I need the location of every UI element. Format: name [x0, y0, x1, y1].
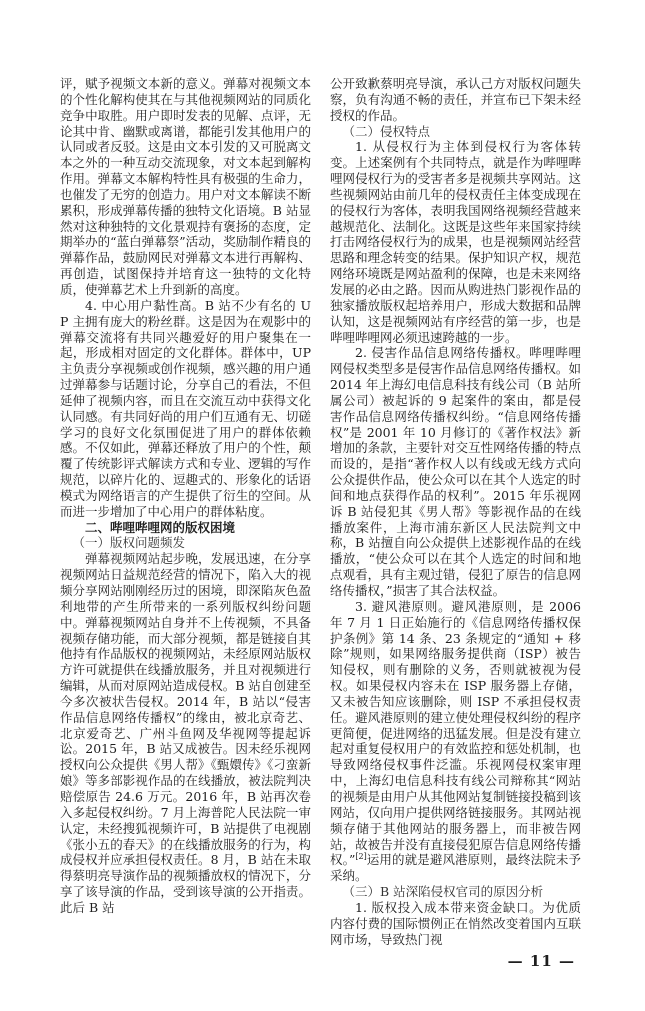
- paragraph: 1. 版权投入成本带来资金缺口。为优质内容付费的国际惯例正在悄然改变着国内互联网市场，导致热门视: [330, 899, 581, 947]
- subsection-heading: （三）B 站深陷侵权官司的原因分析: [342, 884, 544, 900]
- paragraph: 2. 侵害作品信息网络传播权。哔哩哔哩网侵权类型多是侵害作品信息网络传播权。如 2014 年上海幻电信息科技有线公司（B 站所属公司）被起诉的 9 起案件的案由，都是侵害作品信息网络传播权纠纷。“信息网络传播权”是 2001 年 10 月修订的《著作权法》新增加的条款，主要针对交互性网络传播的特点而设的，是指“著作权人以有线或无线方式向公众提供作品，使公众可以在其个人选定的时间和地点获得作品的权利”。2015 年乐视网诉 B 站侵犯其《男人帮》等影视作品的在线播放案件，上海市浦东新区人民法院判文中称，B 站擅自向公众提供上述影视作品的在线播放，“使公众可以在其个人选定的时间和地点观看，具有主观过错，侵犯了原告的信息网络传播权，”损害了其合法权益。: [330, 345, 581, 598]
- subsection-heading: （二）侵权特点: [342, 123, 431, 139]
- paragraph-text: 运用的就是避风港原则，最终法院未予采纳。: [330, 852, 581, 884]
- paragraph-text: 3. 避风港原则。避风港原则，是 2006 年 7 月 1 日正始施行的《信息网络传播权保护条例》第 14 条、23 条规定的“通知 + 移除”规则，如果网络服务提供商（ISP）被告知侵权，则有删除的义务，否则就被视为侵权。如果侵权内容未在 ISP 服务器上存储，又未被告知应该删除，则 ISP 不承担侵权责任。避风港原则的建立使处理侵权纠纷的程序更简便，促进网络的迅猛发展。但是没有建立起对重复侵权用户的有效监控和惩处机制，也导致网络侵权事件泛滥。乐视网侵权案审理中，上海幻电信息科技有线公司辩称其“网站的视频是由用户从其他网站复制链接投稿到该网站，仅向用户提供网络链接服务。其网站视频存储于其他网站的服务器上，而非被告网站，故被告并没有直接侵犯原告信息网络传播权。”: [330, 598, 581, 868]
- left-column: [60, 76, 311, 916]
- right-column: [330, 76, 581, 1001]
- paragraph: 1. 从侵权行为主体到侵权行为客体转变。上述案例有个共同特点，就是作为哔哩哔哩网侵权行为的受害者多是视频共享网站。这些视频网站由前几年的侵权责任主体变成现在的侵权行为客体，表明我国网络视频经营越来越规范化、法制化。这既是这些年来国家持续打击网络侵权行为的成果，也是视频网站经营思路和理念转变的结果。保护知识产权，规范网络环境既是网站盈利的保障，也是未来网络发展的必由之路。因而从购进热门影视作品的独家播放版权起培养用户，形成大数据和品牌认知，这是视频网站有序经营的第一步，也是哔哩哔哩网必须迅速跨越的一步。: [330, 139, 581, 345]
- paragraph: 弹幕视频网站起步晚，发展迅速，在分享视频网站日益规范经营的情况下，陷入大的视频分享网站刚刚经历过的困境，即深陷灰色盈利地带的产生所带来的一系列版权纠纷问题中。弹幕视频网站自身并不上传视频，不具备视频存储功能，而大部分视频，都是链接自其他持有作品版权的视频网站，未经原网站版权方许可就提供在线播放服务，并且对视频进行编辑，从而对原网站造成侵权。B 站自创建至今多次被状告侵权。2014 年，B 站以“侵害作品信息网络传播权”的缘由，被北京奇艺、北京爱奇艺、广州斗鱼网及华视网等提起诉讼。2015 年，B 站又成被告。因未经乐视网授权向公众提供《男人帮》《甄嬛传》《刁蛮新娘》等多部影视作品的在线播放，被法院判决赔偿原告 24.6 万元。2016 年，B 站再次卷入多起侵权纠纷。7 月上海普陀人民法院一审认定，未经搜狐视频许可，B 站提供了电视剧《张小五的春天》的在线播放服务的行为，构成侵权并应承担侵权责任。8 月，B 站在未取得蔡明亮导演作品的视频播放权的情况下，分享了该导演的作品，受到该导演的公开指责。此后 B 站: [60, 551, 311, 915]
- subsection-heading: （一）版权问题频发: [72, 535, 186, 551]
- paragraph: 公开致歉蔡明亮导演，承认己方对版权问题失察，负有沟通不畅的责任，并宣布已下架未经授权的作品。: [330, 76, 581, 123]
- paragraph: 4. 中心用户黏性高。B 站不少有名的 UP 主拥有庞大的粉丝群。这是因为在观影中的弹幕交流将有共同兴趣爱好的用户聚集在一起，形成相对固定的文化群体。群体中，UP 主负责分享视频或创作视频，感兴趣的用户通过弹幕参与话题讨论，分享自己的看法，不但延伸了视频内容，而且在交流互动中获得文化认同感。有共同好尚的用户们互通有无、切磋学习的良好文化氛围促进了用户的群体依赖感。不仅如此，弹幕还释放了用户的个性，颠覆了传统影评式解读方式和专业、逻辑的写作规范，以碎片化的、逗趣式的、形象化的话语模式为网络语言的产生提供了衍生的空间。从而进一步增加了中心用户的群体粘度。: [60, 297, 311, 519]
- page-number: — 11 —: [507, 952, 575, 971]
- citation-ref: [2]: [355, 852, 367, 862]
- paragraph: [330, 599, 581, 884]
- section-heading: 二、哔哩哔哩网的版权困境: [85, 519, 236, 535]
- paragraph: 评，赋予视频文本新的意义。弹幕对视频文本的个性化解构使其在与其他视频网站的同质化竞争中取胜。用户即时发表的见解、点评，无论其中肯、幽默或离谱，都能引发其他用户的认同或者反驳。这是由文本引发的又可脱离文本之外的一种互动交流现象，对文本起到解构作用。弹幕文本解构特性具有极强的生命力，也催发了无穷的创造力。用户对文本解读不断累积，形成弹幕传播的独特文化语境。B 站显然对这种独特的文化景观持有褒扬的态度，定期举办的“蓝白弹幕祭”活动，奖励制作精良的弹幕作品，鼓励网民对弹幕文本进行再解构、再创造，试图保持并培育这一独特的文化特质，使弹幕艺术上升到新的高度。: [60, 76, 311, 297]
